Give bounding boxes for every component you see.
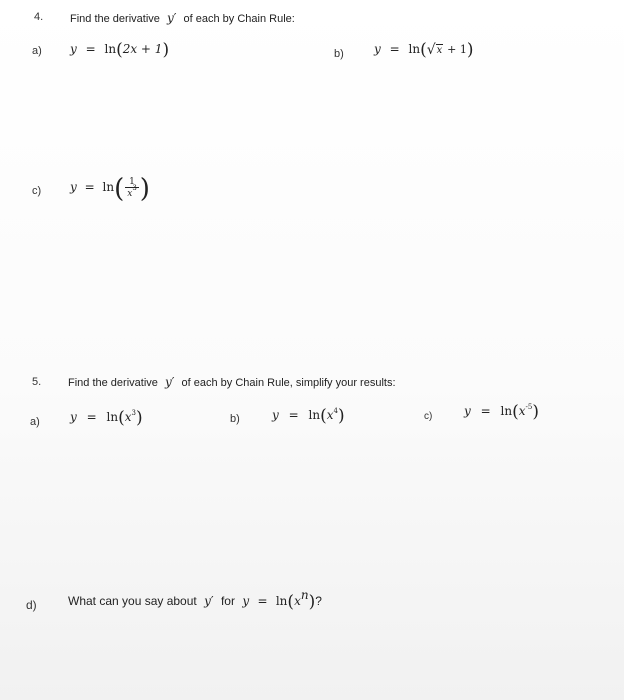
power-exponent: -5 [525, 403, 533, 411]
power-exponent: 4 [333, 407, 338, 415]
q5-part-a-equation: $y = \ln(x^3)$ [70, 408, 143, 428]
fraction [125, 177, 139, 199]
power-exponent: 3 [131, 409, 136, 417]
radicand: x [436, 45, 443, 56]
equals-sign: = [288, 408, 299, 422]
q4-part-a-label: a) [32, 45, 42, 57]
fraction-denominator-base: x [127, 188, 133, 199]
power-base: x [124, 410, 132, 424]
question-mark: ? [315, 594, 322, 608]
q4-part-b-label: b) [334, 48, 344, 60]
fraction-numerator: 1 [125, 177, 139, 188]
prime-symbol: ′ [173, 11, 177, 25]
y-symbol: y [164, 375, 172, 389]
lhs-y: y [70, 410, 77, 424]
equals-sign: = [389, 42, 400, 56]
fraction-denominator-exponent: 3 [132, 183, 137, 192]
instruction-text-start: Find the derivative [70, 13, 160, 25]
y-symbol: y [166, 11, 174, 25]
instruction-text-end: of each by Chain Rule, simplify your results: [181, 377, 396, 389]
instruction-text-start: Find the derivative [68, 377, 158, 389]
lhs-y: y [374, 42, 381, 56]
q5-part-b-label: b) [230, 413, 240, 425]
q5-part-b-equation: $y = \ln(x^4)$ [272, 406, 345, 426]
ln-function: ln [408, 42, 421, 56]
prime-symbol: ′ [210, 594, 214, 608]
question-4-instruction [70, 11, 295, 25]
for-text: for [220, 594, 235, 608]
ln-function: ln [308, 408, 321, 422]
q5-part-d-label: d) [26, 598, 37, 612]
question-5-instruction [68, 375, 396, 389]
question-5-number: 5. [32, 376, 42, 388]
y-symbol: y [204, 594, 211, 608]
q5-part-c-equation: $y = \ln(x^{-5})$ [464, 402, 539, 422]
ln-argument: 2x + 1 [122, 42, 163, 56]
ln-function: ln [106, 410, 119, 424]
ln-function: ln [102, 180, 115, 194]
q5-part-d-question: What can you say about y′ for $y = \ln(x^n)$? [68, 588, 322, 612]
question-4-number: 4. [34, 11, 44, 23]
q4-part-c-label: c) [32, 185, 42, 197]
q5-part-c-label: c) [424, 411, 433, 422]
power-base: x [518, 404, 526, 418]
instruction-text-end: of each by Chain Rule: [183, 13, 295, 25]
square-root: √x [426, 42, 443, 58]
ln-function: ln [275, 594, 288, 608]
lhs-y: y [70, 42, 77, 56]
power-base: x [326, 408, 334, 422]
q5-part-a-label: a) [30, 416, 40, 428]
power-base: x [294, 594, 301, 608]
equals-sign: = [257, 594, 268, 608]
question-text: What can you say about [68, 594, 197, 608]
equals-sign: = [480, 404, 491, 418]
lhs-y: y [242, 594, 250, 608]
lhs-y: y [272, 408, 279, 422]
power-exponent: n [300, 588, 309, 602]
lhs-y: y [464, 404, 471, 418]
plus-one: + 1 [447, 43, 467, 56]
lhs-y: y [70, 180, 77, 194]
equals-sign: = [85, 42, 96, 56]
q4-part-a-equation: y = ln(2x + 1) [70, 40, 170, 60]
q4-part-b-equation: y = ln(√x + 1) [374, 40, 474, 60]
ln-function: ln [500, 404, 513, 418]
equals-sign: = [84, 180, 95, 194]
q4-part-c-equation: y = ln( $\frac{1}{x^3}$ ) [70, 174, 150, 204]
prime-symbol: ′ [171, 375, 175, 389]
equals-sign: = [86, 410, 97, 424]
ln-function: ln [104, 42, 117, 56]
